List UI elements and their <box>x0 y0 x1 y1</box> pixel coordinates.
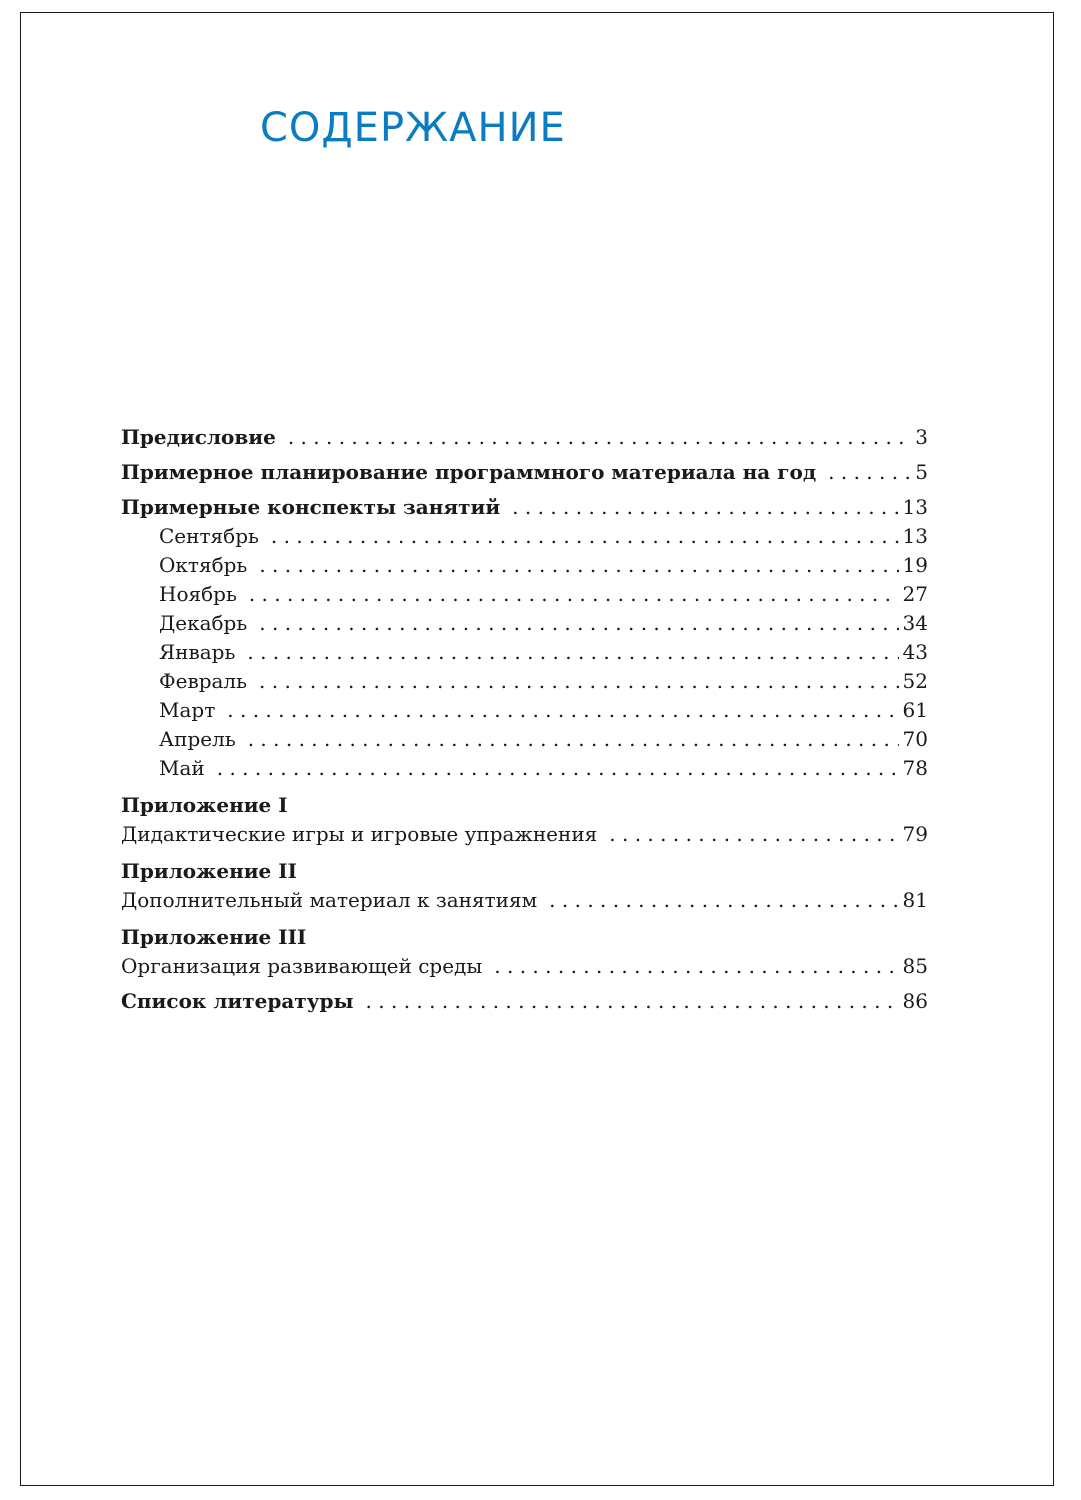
toc-entry-page: 13 <box>902 524 928 548</box>
toc-entry-page: 3 <box>915 425 928 449</box>
toc-entry-month[interactable] <box>121 754 928 783</box>
toc-entry-page: 19 <box>902 553 928 577</box>
toc-entry-label: Примерные конспекты занятий <box>121 495 501 519</box>
toc-entry-label: Март <box>159 698 216 722</box>
dot-leader <box>828 458 911 487</box>
toc-entry-month[interactable] <box>121 667 928 696</box>
toc-entry-page: 5 <box>915 460 928 484</box>
appendix-2-heading: Приложение II <box>121 859 297 883</box>
toc-entry-page: 85 <box>902 954 928 978</box>
toc-entry-label: Май <box>159 756 205 780</box>
appendix-1-heading: Приложение I <box>121 793 288 817</box>
toc-entry-page: 43 <box>902 640 928 664</box>
toc-entry-label: Организация развивающей среды <box>121 954 483 978</box>
toc-entry-page: 70 <box>902 727 928 751</box>
toc-entry-references[interactable] <box>121 987 928 1016</box>
table-of-contents <box>121 423 928 1016</box>
toc-entry-page: 78 <box>902 756 928 780</box>
toc-entry-appendix-2[interactable] <box>121 886 928 915</box>
dot-leader <box>217 754 899 783</box>
toc-entry-label: Дополнительный материал к занятиям <box>121 888 538 912</box>
toc-entry-planning[interactable] <box>121 458 928 487</box>
toc-entry-page: 86 <box>902 989 928 1013</box>
toc-entry-page: 61 <box>902 698 928 722</box>
dot-leader <box>288 423 911 452</box>
toc-entry-label: Апрель <box>159 727 236 751</box>
toc-entry-page: 27 <box>902 582 928 606</box>
dot-leader <box>248 725 899 754</box>
toc-entry-month[interactable] <box>121 522 928 551</box>
toc-entry-month[interactable] <box>121 725 928 754</box>
toc-entry-page: 34 <box>902 611 928 635</box>
toc-entry-page: 79 <box>902 822 928 846</box>
toc-entry-label: Примерное планирование программного материала на год <box>121 460 817 484</box>
toc-entry-label: Ноябрь <box>159 582 237 606</box>
toc-entry-label: Сентябрь <box>159 524 259 548</box>
toc-entry-label: Октябрь <box>159 553 248 577</box>
toc-entry-label: Список литературы <box>121 989 354 1013</box>
dot-leader <box>271 522 899 551</box>
dot-leader <box>259 667 899 696</box>
dot-leader <box>247 638 898 667</box>
toc-entry-page: 81 <box>902 888 928 912</box>
dot-leader <box>549 886 898 915</box>
toc-entry-preface[interactable] <box>121 423 928 452</box>
appendix-3-heading: Приложение III <box>121 925 307 949</box>
dot-leader <box>512 493 898 522</box>
dot-leader <box>227 696 898 725</box>
toc-entry-label: Декабрь <box>159 611 248 635</box>
toc-entry-notes[interactable] <box>121 493 928 522</box>
dot-leader <box>259 609 898 638</box>
dot-leader <box>494 952 898 981</box>
toc-entry-label: Дидактические игры и игровые упражнения <box>121 822 598 846</box>
toc-entry-page: 13 <box>902 495 928 519</box>
toc-entry-appendix-3[interactable] <box>121 952 928 981</box>
dot-leader <box>249 580 899 609</box>
toc-entry-label: Февраль <box>159 669 248 693</box>
toc-entry-page: 52 <box>902 669 928 693</box>
toc-entry-month[interactable] <box>121 638 928 667</box>
dot-leader <box>366 987 899 1016</box>
page-title: СОДЕРЖАНИЕ <box>260 105 566 151</box>
toc-entry-label: Предисловие <box>121 425 276 449</box>
dot-leader <box>609 820 898 849</box>
toc-entry-month[interactable] <box>121 580 928 609</box>
toc-entry-month[interactable] <box>121 609 928 638</box>
toc-entry-month[interactable] <box>121 551 928 580</box>
dot-leader <box>259 551 898 580</box>
toc-entry-label: Январь <box>159 640 236 664</box>
toc-entry-month[interactable] <box>121 696 928 725</box>
toc-entry-appendix-1[interactable] <box>121 820 928 849</box>
